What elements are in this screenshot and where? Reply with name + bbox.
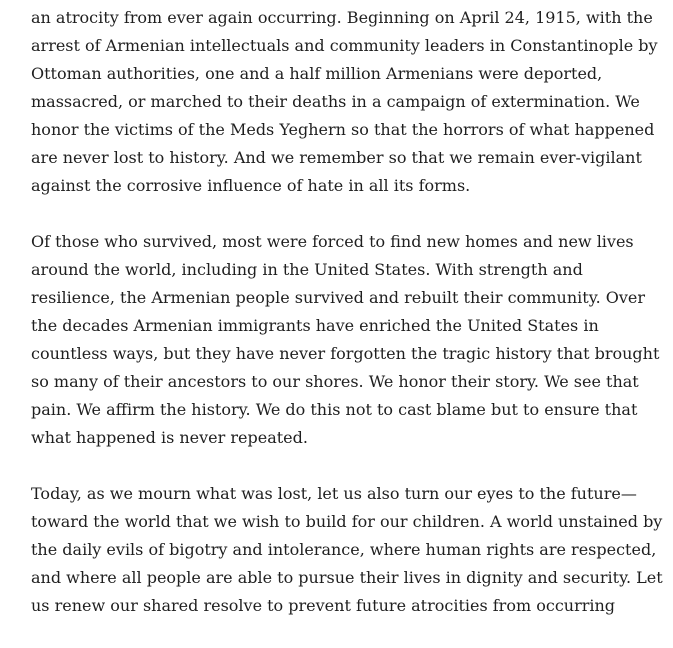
- text-line: so many of their ancestors to our shores. We honor their story. We see that: [31, 372, 639, 391]
- text-line: an atrocity from ever again occurring. Beginning on April 24, 1915, with the: [31, 8, 653, 27]
- text-line: the decades Armenian immigrants have enriched the United States in: [31, 316, 599, 335]
- article-body: [31, 4, 661, 648]
- text-line: Ottoman authorities, one and a half million Armenians were deported,: [31, 64, 603, 83]
- text-line: are never lost to history. And we remember so that we remain ever-vigilant: [31, 148, 642, 167]
- text-line: us renew our shared resolve to prevent future atrocities from occurring: [31, 596, 616, 615]
- text-line: and where all people are able to pursue their lives in dignity and security. Let: [31, 568, 663, 587]
- text-line: arrest of Armenian intellectuals and community leaders in Constantinople by: [31, 36, 658, 55]
- text-line: Of those who survived, most were forced to find new homes and new lives: [31, 232, 634, 251]
- text-line: countless ways, but they have never forgotten the tragic history that brought: [31, 344, 660, 363]
- text-line: against the corrosive influence of hate in all its forms.: [31, 176, 471, 195]
- text-line: honor the victims of the Meds Yeghern so that the horrors of what happened: [31, 120, 655, 139]
- text-line: pain. We affirm the history. We do this not to cast blame but to ensure that: [31, 400, 638, 419]
- text-line: the daily evils of bigotry and intolerance, where human rights are respected,: [31, 540, 657, 559]
- text-line: massacred, or marched to their deaths in a campaign of extermination. We: [31, 92, 640, 111]
- text-line: Today, as we mourn what was lost, let us also turn our eyes to the future—: [31, 484, 637, 503]
- text-line: toward the world that we wish to build for our children. A world unstained by: [31, 512, 663, 531]
- paragraph-2: [31, 228, 661, 452]
- paragraph-3: [31, 480, 661, 620]
- text-line: around the world, including in the United States. With strength and: [31, 260, 583, 279]
- paragraph-1: [31, 4, 661, 200]
- text-line: what happened is never repeated.: [31, 428, 308, 447]
- text-line: resilience, the Armenian people survived and rebuilt their community. Over: [31, 288, 646, 307]
